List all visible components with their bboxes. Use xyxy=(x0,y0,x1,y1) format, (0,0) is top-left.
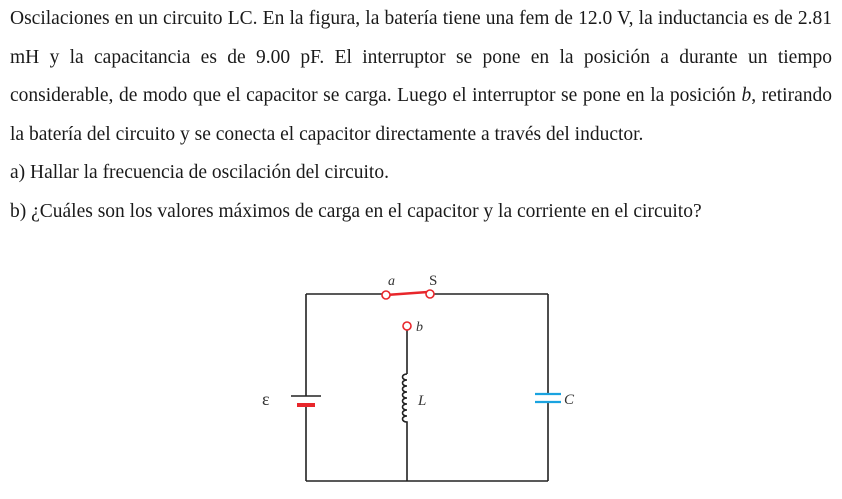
switch-pivot xyxy=(426,290,434,298)
label-c: C xyxy=(564,392,575,408)
question-a: a) Hallar la frecuencia de oscilación del circuito. xyxy=(10,162,389,183)
battery xyxy=(262,389,321,409)
problem-intro xyxy=(10,0,832,154)
label-l: L xyxy=(418,393,427,409)
label-b: b xyxy=(416,320,423,335)
problem-intro-part1: Oscilaciones en un circuito LC. En la figura, la batería tiene una fem de 12.0 V, la inductancia es de 2.81 mH y la capacitancia es de 9.00 pF. El interruptor se pone en la posición a durante un tiempo considerable, de modo que el capacitor se carga. Luego el interruptor se pone en la posición xyxy=(10,8,832,106)
inductor xyxy=(403,374,427,426)
circuit-wires xyxy=(306,294,548,481)
problem-intro-var-b: b xyxy=(741,85,752,106)
label-s: S xyxy=(429,273,438,289)
switch-blade xyxy=(386,292,428,295)
inductor-coil xyxy=(403,374,408,426)
label-a: a xyxy=(388,274,395,289)
switch-terminal-a xyxy=(382,291,390,299)
lc-circuit-figure xyxy=(250,268,590,490)
question-b: b) ¿Cuáles son los valores máximos de carga en el capacitor y la corriente en el circuito? xyxy=(10,200,702,222)
circuit-diagram xyxy=(250,268,590,490)
problem-text xyxy=(10,0,832,231)
capacitor xyxy=(535,392,575,408)
label-emf: ε xyxy=(262,389,270,409)
switch-terminal-b xyxy=(403,322,411,330)
switch xyxy=(382,273,437,335)
problem-intro-part2: , retirando la batería del circuito y se conecta el capacitor directamente a través del inductor. xyxy=(10,85,832,145)
